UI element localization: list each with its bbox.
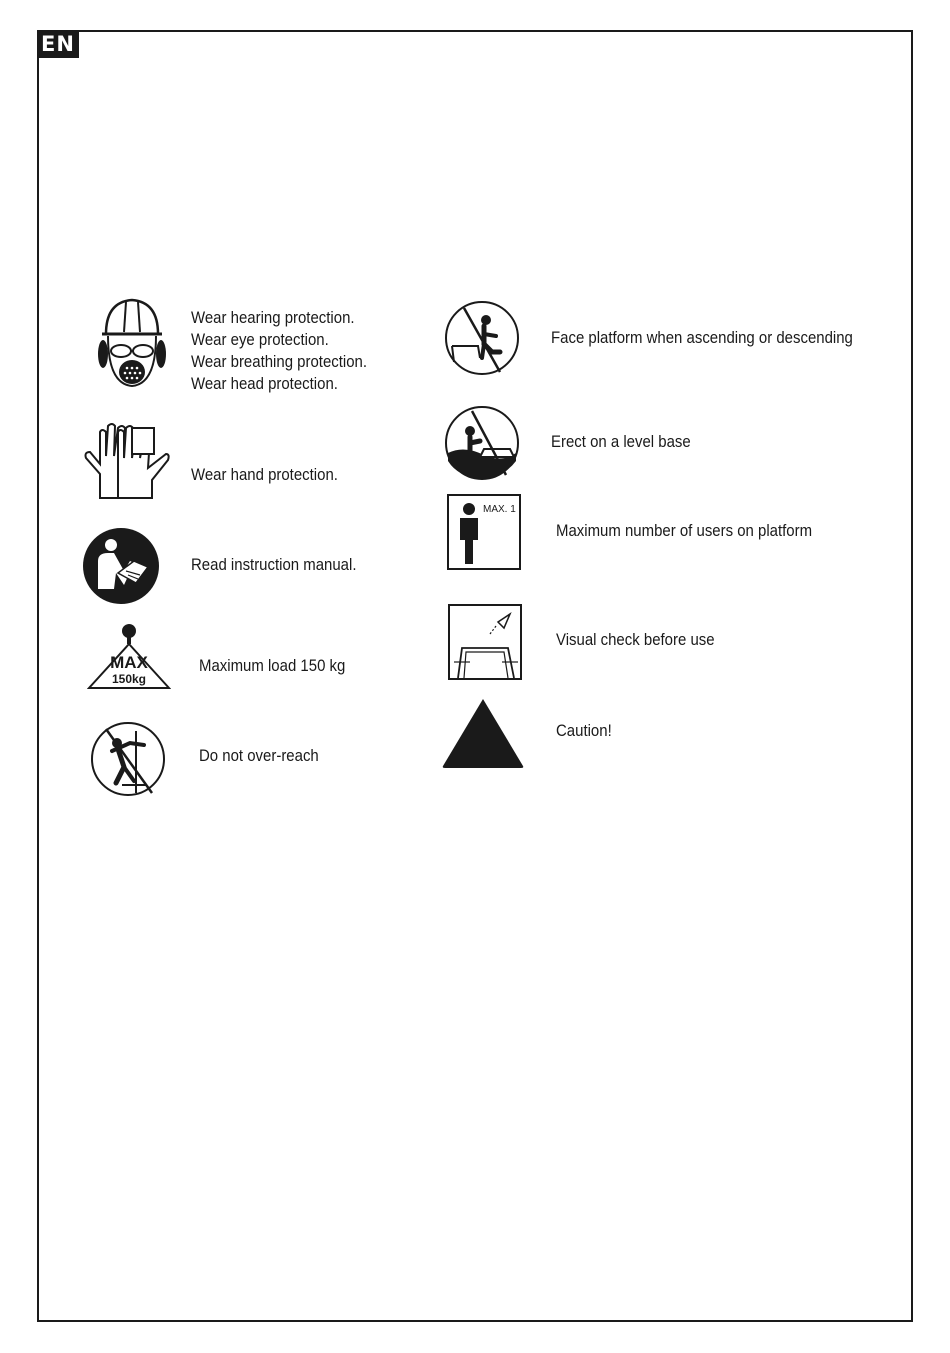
- ppe-line-eye: Wear eye protection.: [191, 330, 329, 349]
- ppe-line-breathing: Wear breathing protection.: [191, 352, 368, 371]
- visual-check-icon: [448, 604, 522, 680]
- level-base-text: Erect on a level base: [551, 432, 691, 451]
- face-platform-text: Face platform when ascending or descending: [551, 328, 853, 347]
- max-word: MAX: [110, 653, 148, 672]
- no-over-reach-text: Do not over-reach: [199, 746, 319, 765]
- ppe-line-hearing: Wear hearing protection.: [191, 308, 355, 327]
- max-users-text: Maximum number of users on platform: [556, 521, 813, 540]
- ppe-text: [191, 307, 367, 395]
- max-load-icon: [87, 622, 171, 690]
- max-load-text: Maximum load 150 kg: [199, 656, 346, 675]
- visual-check-text: Visual check before use: [556, 630, 715, 649]
- face-platform-icon: [444, 300, 520, 376]
- max-weight: 150kg: [111, 672, 147, 686]
- max-users-tag: MAX. 1: [483, 504, 516, 515]
- ppe-head-icon: [96, 296, 168, 390]
- read-manual-icon: [82, 527, 160, 605]
- language-badge: EN: [37, 30, 79, 58]
- gloves-icon: [82, 418, 170, 500]
- max-users-icon: [447, 494, 521, 570]
- caution-triangle-icon: [441, 697, 525, 769]
- level-base-icon: [444, 405, 520, 481]
- read-manual-text: Read instruction manual.: [191, 555, 357, 574]
- no-over-reach-icon: [90, 721, 166, 797]
- ppe-line-head: Wear head protection.: [191, 374, 338, 393]
- caution-text: Caution!: [556, 721, 612, 740]
- hand-protection-text: Wear hand protection.: [191, 465, 338, 484]
